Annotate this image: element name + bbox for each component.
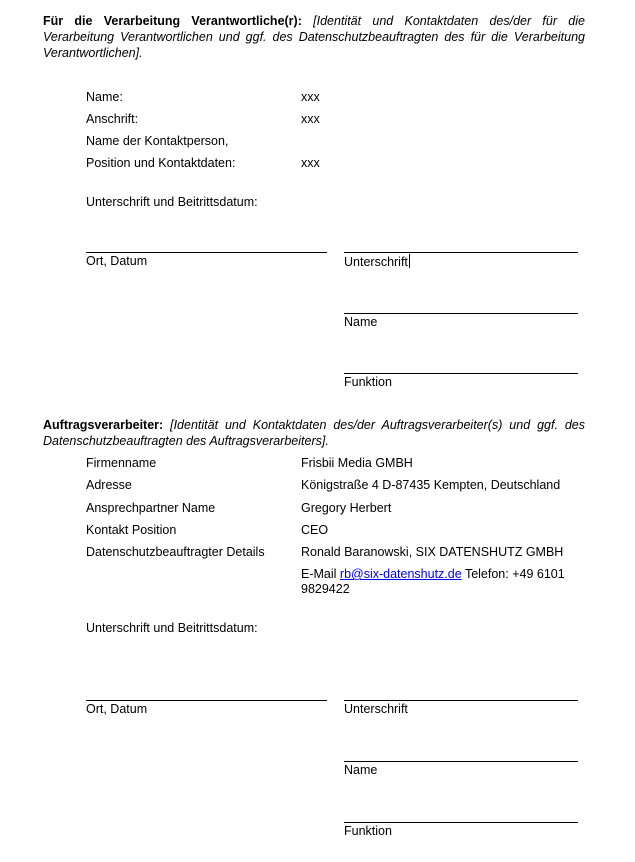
controller-place-date-line[interactable] [86,252,327,253]
controller-label-name: Name: [86,90,123,104]
controller-label-position: Position und Kontaktdaten: [86,156,236,170]
processor-signature-caption: Unterschrift [344,702,408,716]
processor-label-address: Adresse [86,478,132,492]
processor-value-contact-name: Gregory Herbert [301,501,392,515]
controller-value-position: xxx [301,156,320,170]
controller-name-line[interactable] [344,313,578,314]
controller-signature-caption-wrap [344,254,410,269]
processor-dpo-contact [301,567,586,597]
phone-rest: 9829422 [301,582,350,596]
processor-label-company: Firmenname [86,456,157,470]
controller-label-contact-person: Name der Kontaktperson, [86,134,229,148]
processor-function-caption: Funktion [344,824,392,838]
processor-value-address: Königstraße 4 D-87435 Kempten, Deutschland [301,478,561,492]
text-cursor [409,254,410,268]
processor-function-line[interactable] [344,822,578,823]
processor-label-dpo: Datenschutzbeauftragter Details [86,545,265,559]
controller-label-address: Anschrift: [86,112,139,126]
processor-label-contact-position: Kontakt Position [86,523,177,537]
processor-heading: Auftragsverarbeiter: [43,418,164,432]
controller-value-name: xxx [301,90,320,104]
phone-label: Telefon: +49 6101 [464,567,565,581]
processor-label-contact-name: Ansprechpartner Name [86,501,216,515]
processor-value-company: Frisbii Media GMBH [301,456,413,470]
processor-place-date-caption: Ort, Datum [86,702,148,716]
controller-function-caption: Funktion [344,375,392,389]
controller-name-caption: Name [344,315,378,329]
controller-value-address: xxx [301,112,320,126]
processor-signature-line[interactable] [344,700,578,701]
controller-description: [Identität und Kontaktdaten des/der für die Verarbeitung Verantwortlichen und ggf. des Datenschutzbeauftragten des für die Verarbeitung Verantwortlichen]. [43,14,585,60]
processor-description: [Identität und Kontaktdaten des/der Auftragsverarbeiter(s) und ggf. des Datenschutzbeauftragten des Auftragsverarbeiters]. [43,418,585,448]
controller-intro [43,13,585,61]
processor-name-line[interactable] [344,761,578,762]
controller-signature-heading: Unterschrift und Beitrittsdatum: [86,195,258,209]
controller-place-date-caption: Ort, Datum [86,254,148,268]
processor-place-date-line[interactable] [86,700,327,701]
controller-heading: Für die Verarbeitung Verantwortliche(r): [43,14,302,28]
controller-signature-line[interactable] [344,252,578,253]
email-prefix: E-Mail [301,567,337,581]
controller-function-line[interactable] [344,373,578,374]
controller-signature-caption: Unterschrift [344,255,408,269]
processor-intro [43,417,585,449]
processor-name-caption: Name [344,763,378,777]
processor-signature-heading: Unterschrift und Beitrittsdatum: [86,621,258,635]
email-link[interactable]: rb@six-datenshutz.de [339,567,462,581]
processor-value-dpo: Ronald Baranowski, SIX DATENSHUTZ GMBH [301,545,564,559]
processor-value-contact-position: CEO [301,523,329,537]
